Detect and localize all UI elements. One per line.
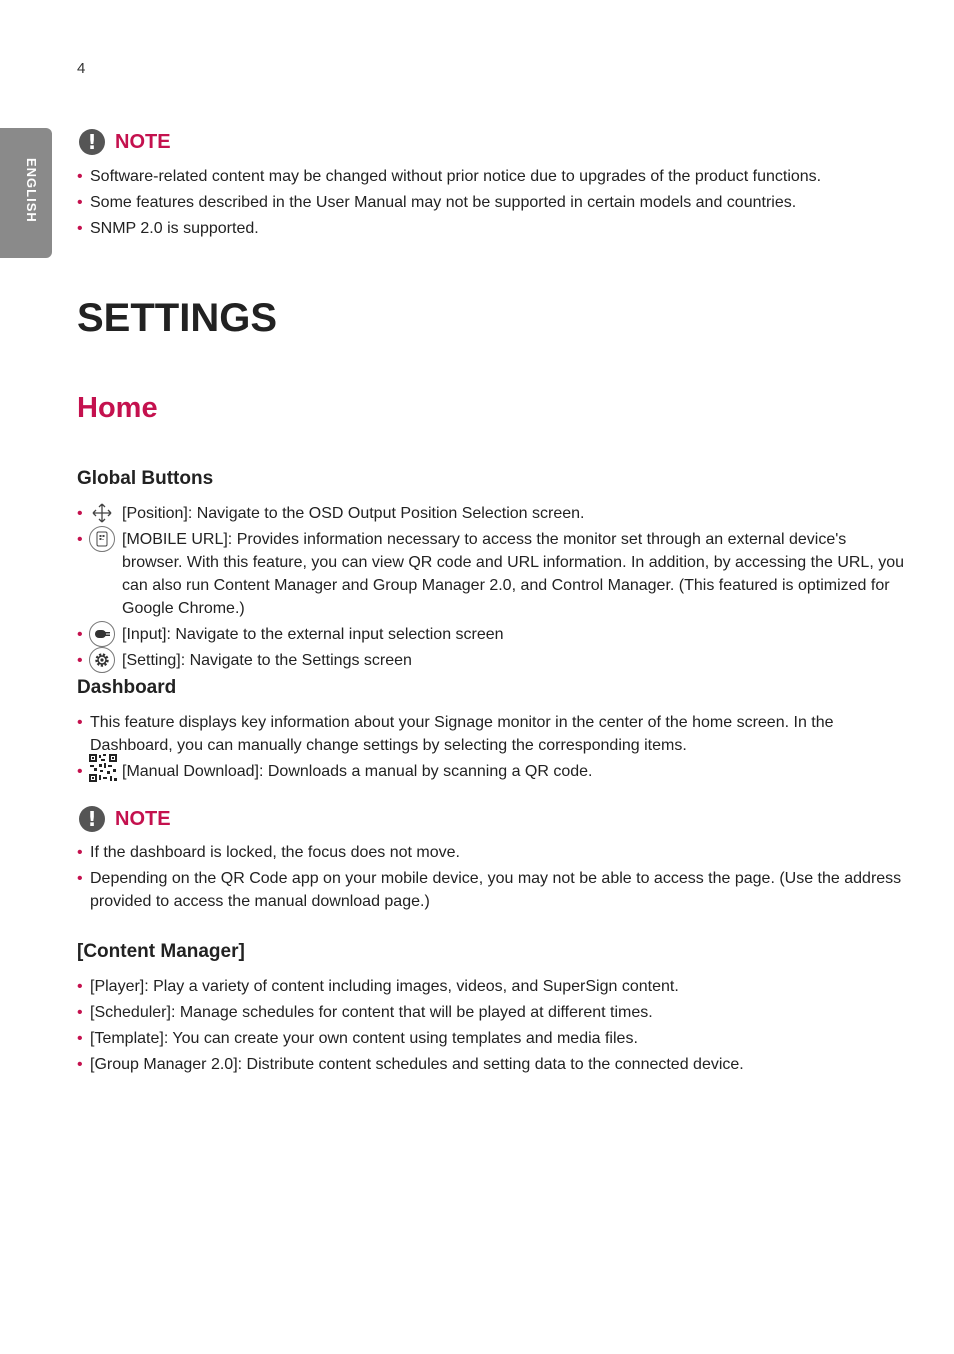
list-item: • This feature displays key information about your Signage monitor in the center of the home screen. In the Dashboard, you can manually change settings by selecting the corresponding items.	[77, 711, 907, 757]
content-manager-list	[77, 975, 907, 1079]
list-item: • [Scheduler]: Manage schedules for content that will be played at different times.	[77, 1001, 907, 1024]
item-text: [MOBILE URL]: Provides information necessary to access the monitor set through an external device's browser. With this feature, you can view QR code and URL information. In addition, by accessing the URL, you can also run Content Manager and Group Manager 2.0, and Control Manager. (This featured is optimized for Google Chrome.)	[122, 531, 905, 617]
note-label: NOTE	[115, 807, 171, 830]
item-text: [Setting]: Navigate to the Settings screen	[122, 652, 412, 669]
list-item: • [Template]: You can create your own content using templates and media files.	[77, 1027, 907, 1050]
note-header	[79, 129, 171, 155]
list-item	[77, 760, 907, 783]
item-text: [Position]: Navigate to the OSD Output Position Selection screen.	[122, 505, 585, 522]
page-title: SETTINGS	[77, 296, 278, 340]
note-list	[77, 841, 907, 916]
qr-code-icon	[89, 754, 117, 782]
list-item: • If the dashboard is locked, the focus does not move.	[77, 841, 907, 864]
note-label: NOTE	[115, 130, 171, 153]
list-item: • SNMP 2.0 is supported.	[77, 217, 907, 240]
list-item	[77, 528, 907, 620]
list-item	[77, 623, 907, 646]
list-item: • [Group Manager 2.0]: Distribute content schedules and setting data to the connected device.	[77, 1053, 907, 1076]
note-header	[79, 806, 171, 832]
content-manager-heading: [Content Manager]	[77, 941, 245, 962]
language-side-tab	[0, 128, 52, 258]
exclamation-icon: !	[79, 806, 105, 832]
section-title: Home	[77, 392, 158, 424]
item-text: [Manual Download]: Downloads a manual by scanning a QR code.	[122, 763, 593, 780]
list-item	[77, 502, 907, 525]
input-icon	[89, 621, 115, 647]
list-item: • Software-related content may be changed without prior notice due to upgrades of the product functions.	[77, 165, 907, 188]
list-item: • Some features described in the User Manual may not be supported in certain models and countries.	[77, 191, 907, 214]
gear-icon	[89, 647, 115, 673]
dashboard-list	[77, 711, 907, 786]
exclamation-icon: !	[79, 129, 105, 155]
global-buttons-heading: Global Buttons	[77, 468, 214, 489]
dashboard-heading: Dashboard	[77, 677, 177, 698]
global-buttons-list	[77, 502, 907, 675]
list-item: • [Player]: Play a variety of content including images, videos, and SuperSign content.	[77, 975, 907, 998]
mobile-url-icon	[89, 526, 115, 552]
item-text: [Input]: Navigate to the external input selection screen	[122, 626, 504, 643]
list-item: • Depending on the QR Code app on your mobile device, you may not be able to access the page. (Use the address provided to access the manual download page.)	[77, 867, 907, 913]
language-label: ENGLISH	[24, 158, 39, 223]
note-list	[77, 165, 907, 243]
list-item	[77, 649, 907, 672]
position-arrows-icon	[89, 500, 115, 526]
page-number: 4	[77, 60, 86, 77]
